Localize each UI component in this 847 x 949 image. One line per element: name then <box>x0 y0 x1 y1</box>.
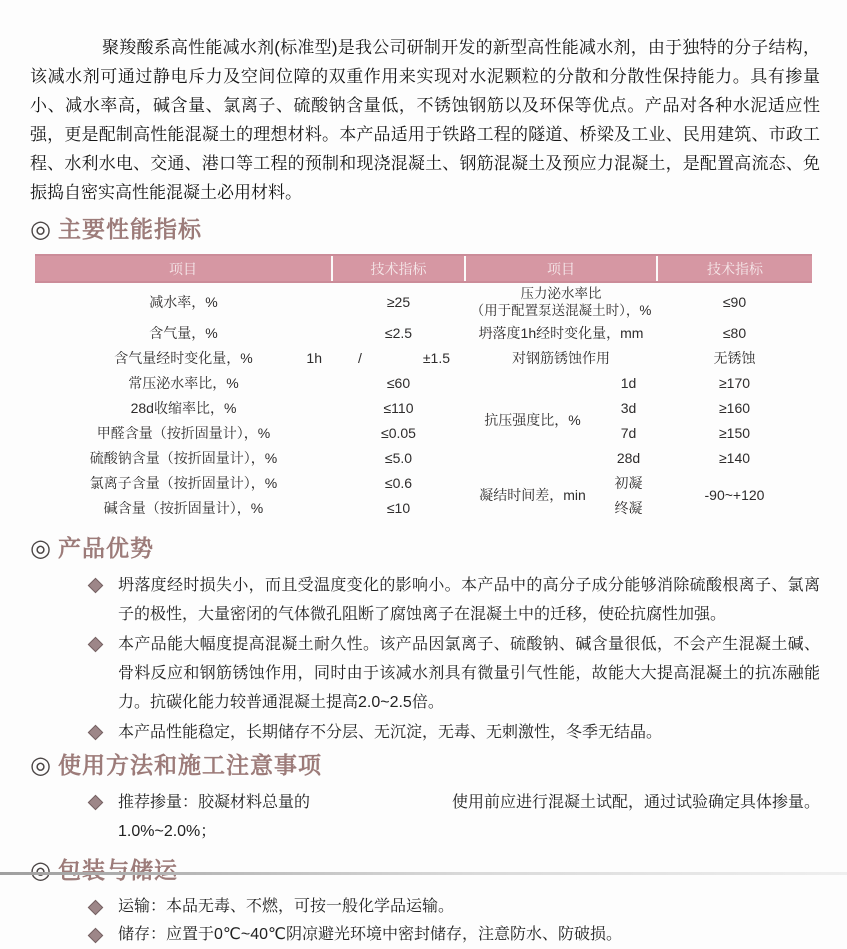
table-row <box>35 320 812 345</box>
bullet-text: 坍落度经时损失小，而且受温度变化的影响小。本产品中的高分子成分能够消除硫酸根离子、氯离子的极性，大量密闭的气体微孔阻断了腐蚀离子在混凝土中的迁移，使砼抗腐性加强。 <box>118 577 820 623</box>
param-time-label: 1h <box>306 349 322 366</box>
spec-value-cell: ≥160 <box>718 399 751 416</box>
intro-paragraph: 聚羧酸系高性能减水剂(标准型)是我公司研制开发的新型高性能减水剂，由于独特的分子结构，该减水剂可通过静电斥力及空间位障的双重作用来实现对水泥颗粒的分散和分散性保持能力。具有掺量小、减水率高，碱含量、氯离子、硫酸钠含量低，不锈蚀钢筋以及环保等优点。产品对各种水泥适应性强，更是配制高性能混凝土的理想材料。本产品适用于铁路工程的隧道、桥梁及工业、民用建筑、市政工程、水利水电、交通、港口等工程的预制和现浇混凝土、钢筋混凝土及预应力混凝土，是配置高流态、免振捣自密实高性能混凝土必用材料。 <box>30 38 820 202</box>
table-row <box>35 345 812 370</box>
param-label-cell <box>465 282 657 320</box>
section-title: 使用方法和施工注意事项 <box>57 752 322 778</box>
param-label-cell <box>35 345 332 370</box>
table-header-item-left: 项目 <box>35 255 332 282</box>
spec-value-cell: -90~+120 <box>704 487 765 503</box>
param-label-cell: 硫酸钠含量（按折固量计），% <box>89 449 278 466</box>
spec-value-cell <box>332 345 465 370</box>
diamond-bullet-icon <box>88 900 104 916</box>
double-circle-icon: ◎ <box>30 535 51 562</box>
double-circle-icon: ◎ <box>30 857 51 884</box>
list-item <box>90 718 820 747</box>
spec-value-cell: ≤0.05 <box>381 424 416 441</box>
param-label-cell: 含气量，% <box>149 324 218 341</box>
list-item <box>90 921 820 949</box>
spec-value: ±1.5 <box>422 349 450 366</box>
table-row <box>35 445 812 470</box>
diamond-bullet-icon <box>88 725 104 741</box>
table-row <box>35 420 812 445</box>
setting-key-cell: 终凝 <box>614 499 643 516</box>
param-label-cell: 常压泌水率比，% <box>128 374 239 391</box>
bullet-text: 本产品性能稳定，长期储存不分层、无沉淀，无毒、无刺激性，冬季无结晶。 <box>118 724 663 741</box>
age-key-cell: 3d <box>620 399 637 416</box>
usage-note-text: 使用前应进行混凝土试配，通过试验确定具体掺量。 <box>451 794 820 811</box>
table-row <box>35 282 812 320</box>
param-label-cell: 甲醛含量（按折固量计），% <box>96 424 271 441</box>
spec-value-cell: 无锈蚀 <box>713 349 756 366</box>
table-header-spec-left: 技术指标 <box>332 255 465 282</box>
spec-value-cell: ≤80 <box>722 324 747 341</box>
bullet-text: 本产品能大幅度提高混凝土耐久性。该产品因氯离子、硫酸钠、碱含量很低，不会产生混凝土碱、骨料反应和钢筋锈蚀作用，同时由于该减水剂具有微量引气性能，故能大大提高混凝土的抗冻融能力。抗碳化能力较普通混凝土提高2.0~2.5倍。 <box>118 636 820 711</box>
table-header-row <box>35 255 812 282</box>
section-heading-packaging <box>30 857 820 884</box>
double-circle-icon: ◎ <box>30 216 51 243</box>
bullet-text <box>118 788 820 846</box>
spec-value-cell: ≤2.5 <box>384 324 413 341</box>
param-label-cell: 28d收缩率比，% <box>130 399 237 416</box>
param-label-cell: 对钢筋锈蚀作用 <box>512 349 610 366</box>
spec-value-cell: ≤60 <box>386 374 411 391</box>
table-header-spec-right: 技术指标 <box>657 255 812 282</box>
param-label-cell: 氯离子含量（按折固量计），% <box>89 474 278 491</box>
spec-value-cell: ≤0.6 <box>384 474 413 491</box>
table-header-item-right: 项目 <box>465 255 657 282</box>
transport-item: 运输：本品无毒、不燃，可按一般化学品运输。 <box>118 898 455 915</box>
section-title: 主要性能指标 <box>57 216 202 242</box>
table-row <box>35 395 812 420</box>
list-item <box>90 571 820 629</box>
advantage-list <box>30 571 820 747</box>
list-item <box>90 788 820 846</box>
section-title: 产品优势 <box>57 535 154 561</box>
list-item <box>90 893 820 921</box>
spec-value-cell: ≥170 <box>718 374 751 391</box>
diamond-bullet-icon <box>88 637 104 653</box>
section-heading-usage <box>30 752 820 779</box>
spec-value-cell: ≤5.0 <box>384 449 413 466</box>
param-label-cell: 坍落度1h经时变化量，mm <box>478 324 644 341</box>
param-label: 含气量经时变化量，% <box>114 349 253 366</box>
age-key-cell: 28d <box>616 449 641 466</box>
age-key-cell: 7d <box>620 424 637 441</box>
double-circle-icon: ◎ <box>30 752 51 779</box>
performance-table <box>35 254 812 520</box>
spec-value-cell: ≥150 <box>718 424 751 441</box>
spec-value-cell: ≥140 <box>718 449 751 466</box>
param-label-line2: （用于配置泵送混凝土时），% <box>470 302 652 318</box>
section-heading-performance <box>30 216 820 243</box>
param-label-cell: 减水率，% <box>149 293 218 310</box>
spec-value-cell: ≤110 <box>383 399 414 416</box>
param-label-cell: 碱含量（按折固量计），% <box>103 499 264 516</box>
diamond-bullet-icon <box>88 795 104 811</box>
setting-key-cell: 初凝 <box>614 474 643 491</box>
section-title: 包装与储运 <box>57 857 178 883</box>
usage-dosage-text: 推荐掺量：胶凝材料总量的1.0%~2.0%； <box>118 794 311 840</box>
spec-value-cell: ≤10 <box>386 499 411 516</box>
usage-list <box>30 788 820 846</box>
age-key-cell: 1d <box>620 374 637 391</box>
list-item <box>90 630 820 717</box>
diamond-bullet-icon <box>88 928 104 944</box>
diamond-bullet-icon <box>88 578 104 594</box>
param-label-cell: 抗压强度比，% <box>484 412 581 428</box>
packaging-list <box>30 893 820 949</box>
table-row <box>35 470 812 495</box>
param-label-line1: 压力泌水率比 <box>520 285 602 301</box>
storage-item: 储存：应置于0℃~40℃阴凉避光环境中密封储存，注意防水、防破损。 <box>118 926 622 943</box>
section-heading-advantages <box>30 535 820 562</box>
spec-value-cell: ≤90 <box>722 293 747 310</box>
spec-slash: / <box>358 349 362 366</box>
spec-value-cell: ≥25 <box>386 293 411 310</box>
param-label-cell: 凝结时间差，min <box>479 487 586 503</box>
table-row <box>35 370 812 395</box>
